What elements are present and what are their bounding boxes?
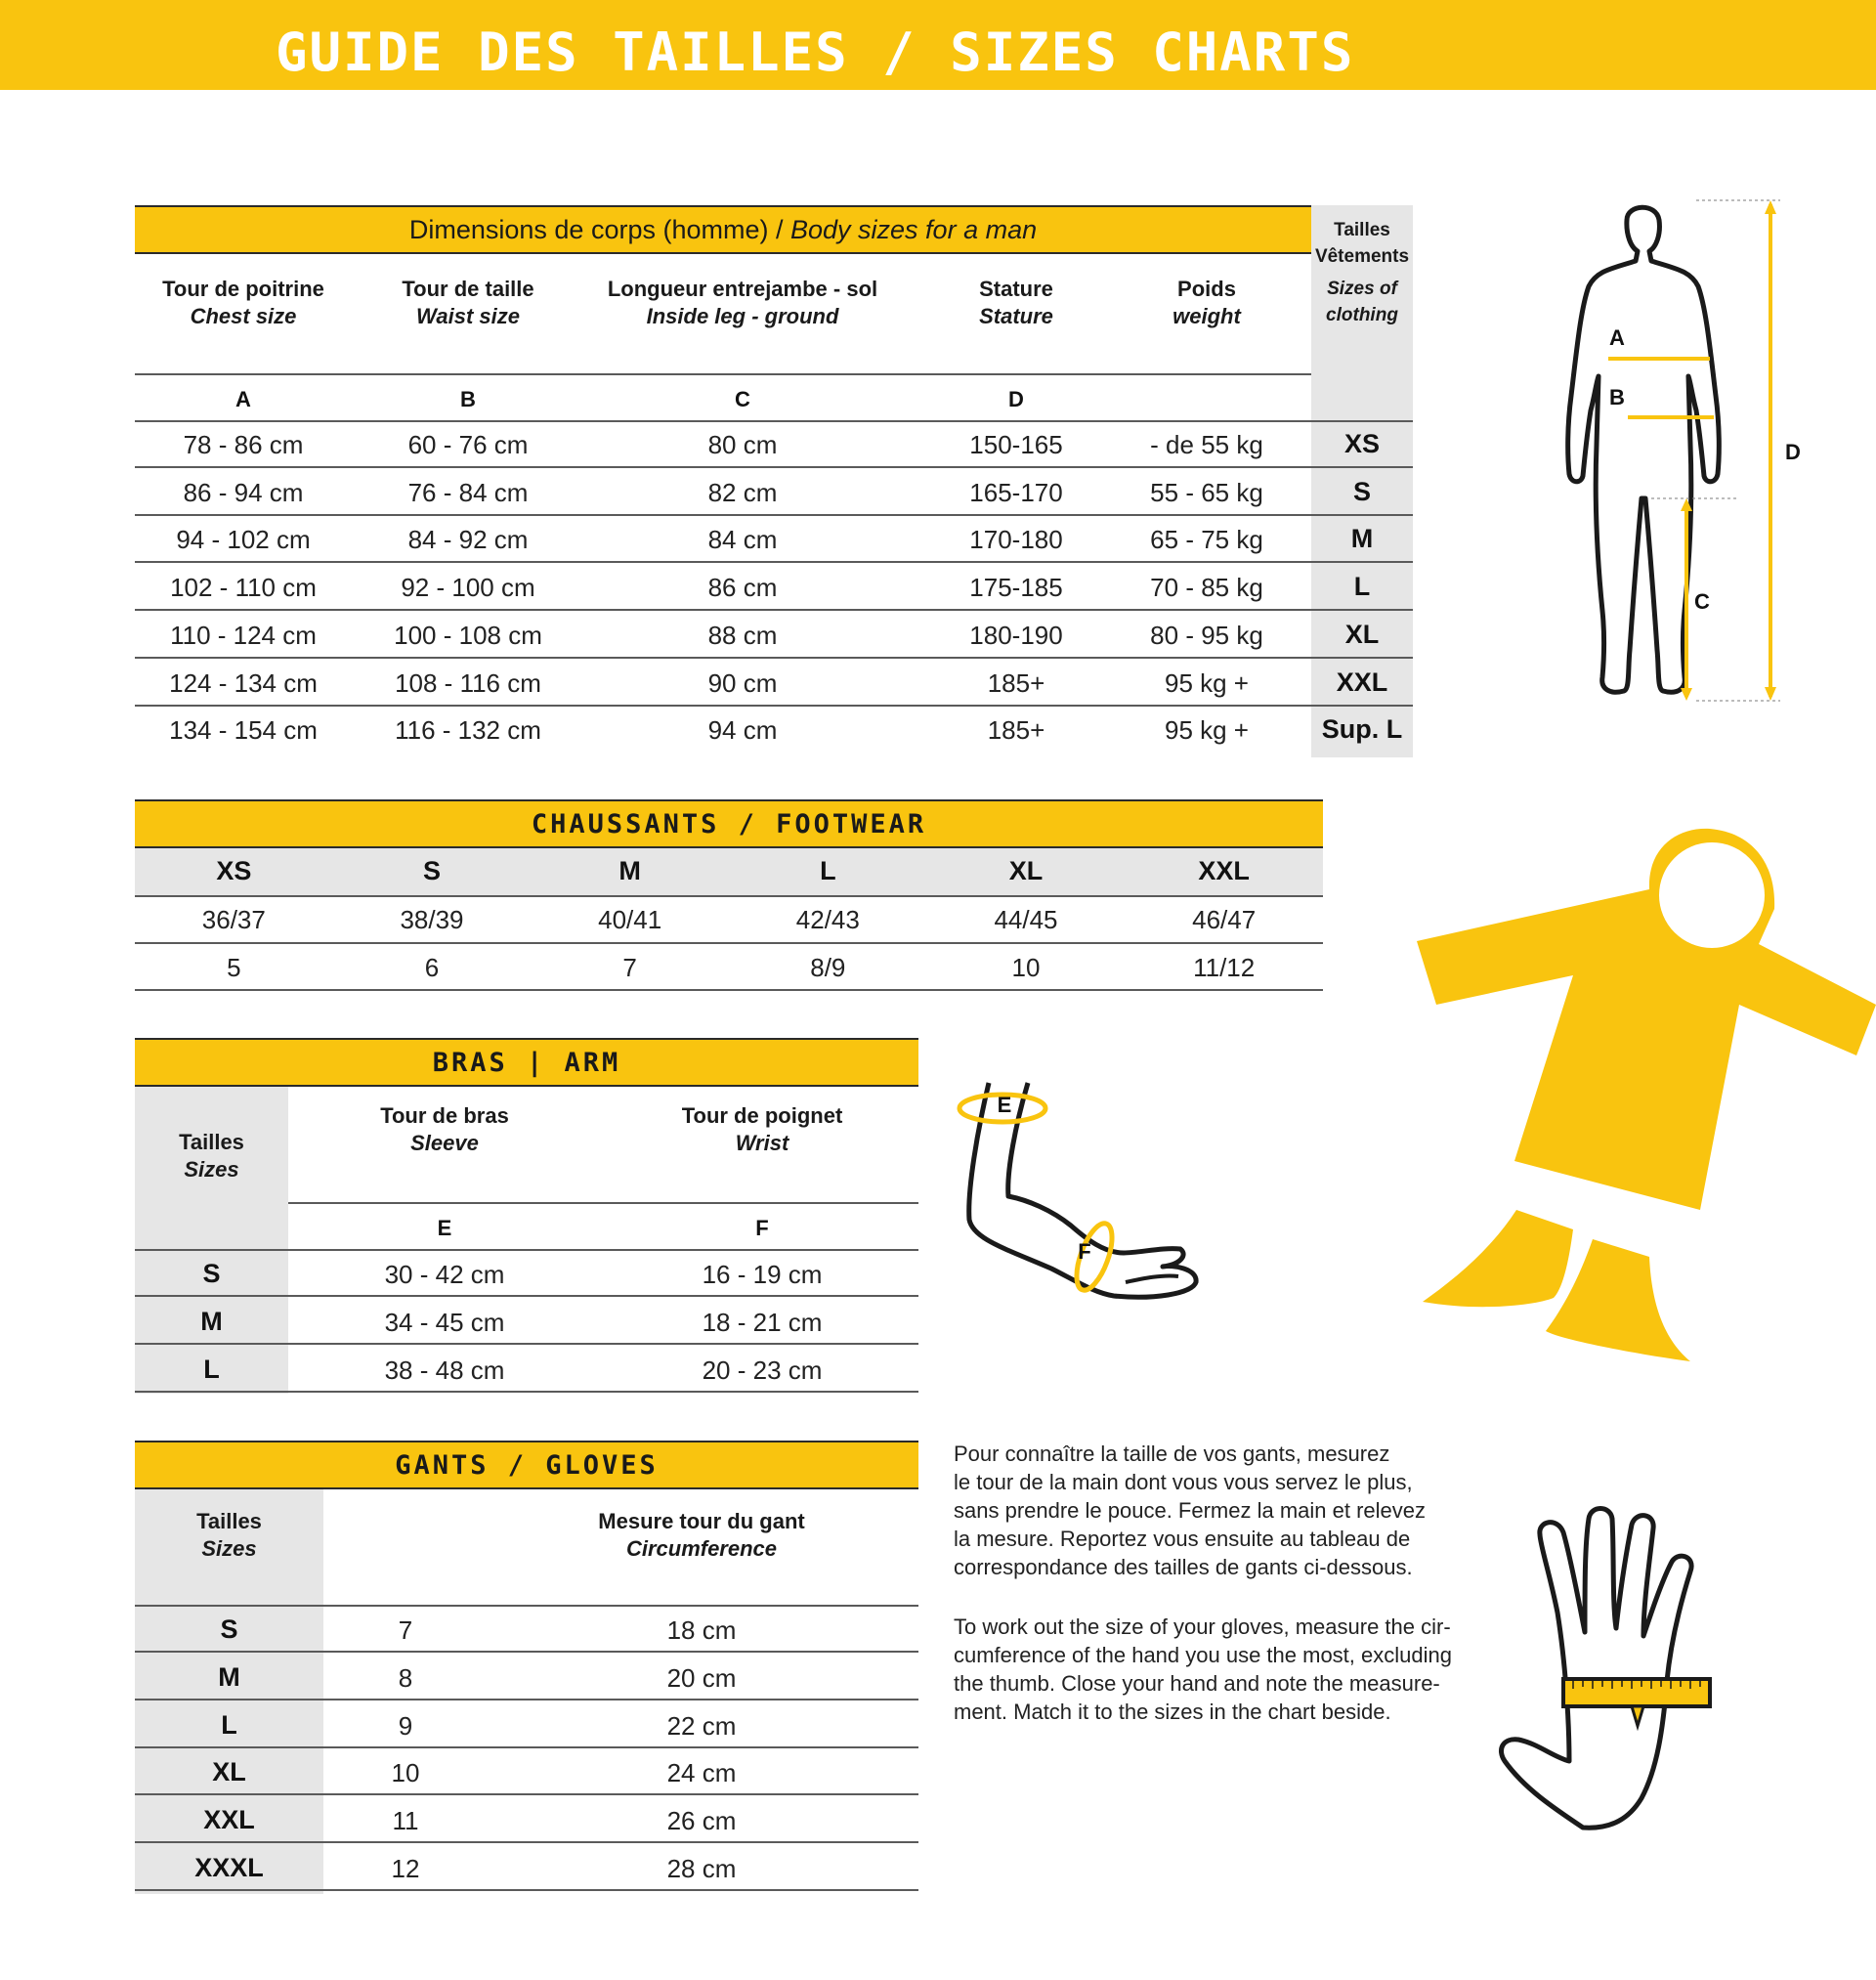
footwear-uk-size: 8/9 [810, 953, 846, 982]
size-header-fr1: Tailles [1334, 220, 1390, 240]
footwear-uk-size: 5 [227, 953, 241, 982]
figure-label-d: D [1785, 440, 1801, 464]
gloves-size-header-fr: Tailles [196, 1509, 262, 1533]
leg-letter: C [735, 387, 750, 411]
footwear-uk-size: 10 [1011, 953, 1041, 982]
body-cell-leg: 82 cm [707, 477, 778, 507]
body-cell-weight: 55 - 65 kg [1150, 477, 1263, 507]
glove-size-label: L [221, 1709, 237, 1740]
leg-header-fr: Longueur entrejambe - sol [607, 277, 878, 301]
body-sizes-title-bar [135, 205, 1311, 254]
clothing-size-label: Sup. L [1321, 714, 1403, 745]
instructions-fr-line: la mesure. Reportez vous ensuite au tableau de [954, 1527, 1411, 1551]
gloves-size-header [135, 1508, 323, 1563]
body-cell-waist: 108 - 116 cm [395, 667, 541, 698]
body-sizes-title [409, 215, 1037, 245]
arm-row-rule [135, 1343, 918, 1345]
chest-letter: A [235, 387, 251, 411]
arm-size-label: M [200, 1307, 223, 1336]
body-cell-chest: 86 - 94 cm [183, 477, 304, 507]
body-cell-weight: 95 kg + [1164, 715, 1249, 746]
body-cell-weight: 65 - 75 kg [1150, 525, 1263, 555]
weight-header [1114, 276, 1300, 330]
body-cell-waist: 76 - 84 cm [407, 477, 529, 507]
footwear-title-bar [135, 799, 1323, 848]
clothing-size-label: XL [1344, 619, 1380, 649]
arm-row-rule [135, 1391, 918, 1393]
body-row-rule [135, 514, 1413, 516]
wrist-header-fr: Tour de poignet [681, 1103, 843, 1128]
body-cell-waist: 92 - 100 cm [401, 573, 535, 603]
size-header-en2: clothing [1326, 305, 1398, 325]
weight-header-en: weight [1172, 304, 1241, 328]
clothing-size-label: XS [1343, 429, 1381, 458]
glove-size-number: 12 [391, 1854, 420, 1883]
body-cell-chest: 102 - 110 cm [170, 573, 317, 603]
body-cell-weight: 70 - 85 kg [1150, 573, 1263, 603]
body-row-rule [135, 561, 1413, 563]
body-sizes-title-en: Body sizes for a man [790, 214, 1038, 244]
body-cell-leg: 84 cm [707, 525, 778, 555]
body-row-rule [135, 609, 1413, 611]
circumference-header [547, 1508, 856, 1563]
footwear-rule [135, 895, 1323, 897]
body-cell-weight: 95 kg + [1164, 667, 1249, 698]
body-row-rule [135, 705, 1413, 707]
glove-row-rule [135, 1889, 918, 1891]
chest-header-en: Chest size [190, 304, 297, 328]
arm-row-rule [135, 1295, 918, 1297]
footwear-eu-size: 40/41 [598, 905, 662, 934]
body-cell-stature: 170-180 [969, 525, 1063, 555]
clothing-size-label: XXL [1336, 667, 1388, 697]
footwear-size-label: L [820, 856, 836, 885]
glove-row-rule [135, 1793, 918, 1795]
circumference-header-fr: Mesure tour du gant [598, 1509, 805, 1533]
footwear-size-label: XXL [1198, 856, 1250, 885]
footwear-size-label: M [618, 856, 641, 885]
footwear-rule [135, 942, 1323, 944]
body-cell-stature: 150-165 [969, 430, 1063, 459]
glove-row-rule [135, 1841, 918, 1843]
body-cell-chest: 134 - 154 cm [169, 715, 318, 746]
weight-header-fr: Poids [1177, 277, 1236, 301]
instructions-en-line: ment. Match it to the sizes in the chart beside. [954, 1700, 1391, 1724]
body-cell-weight: - de 55 kg [1150, 430, 1263, 459]
body-cell-leg: 88 cm [707, 620, 778, 650]
footwear-eu-size: 46/47 [1192, 905, 1257, 934]
arm-size-header [135, 1129, 288, 1184]
waist-size-header [362, 276, 575, 330]
waist-header-fr: Tour de taille [402, 277, 534, 301]
sleeve-letter: E [437, 1216, 452, 1240]
body-cell-waist: 116 - 132 cm [395, 715, 541, 746]
circumference-header-en: Circumference [625, 1536, 778, 1561]
glove-size-label: M [218, 1661, 240, 1692]
figure-label-b: B [1609, 385, 1625, 409]
glove-size-label: XXXL [194, 1853, 264, 1882]
size-header-fr2: Vêtements [1314, 246, 1410, 267]
chest-size-header [135, 276, 352, 330]
waist-letter: B [460, 387, 476, 411]
header-rule [135, 373, 1311, 375]
footwear-uk-size: 11/12 [1193, 953, 1256, 982]
footwear-size-label: XS [216, 856, 252, 885]
body-cell-waist: 100 - 108 cm [394, 620, 542, 650]
page-title: GUIDE DES TAILLES / SIZES CHARTS [276, 22, 1355, 83]
instructions-fr-line: sans prendre le pouce. Fermez la main et relevez [954, 1498, 1427, 1523]
body-cell-waist: 84 - 92 cm [407, 525, 529, 555]
footwear-size-label: XL [1008, 856, 1044, 885]
footwear-eu-size: 38/39 [400, 905, 464, 934]
figure-label-a: A [1609, 325, 1625, 350]
gloves-title-bar [135, 1441, 918, 1489]
stature-header [918, 276, 1114, 330]
sleeve-value: 38 - 48 cm [384, 1356, 505, 1385]
body-cell-stature: 175-185 [969, 573, 1063, 603]
arm-header-rule [288, 1202, 918, 1204]
sleeve-header-fr: Tour de bras [380, 1103, 509, 1128]
figure-label-f: F [1078, 1239, 1091, 1264]
body-cell-chest: 124 - 134 cm [169, 667, 318, 698]
arm-size-header-fr: Tailles [179, 1130, 244, 1154]
glove-instructions-fr [954, 1440, 1426, 1581]
instructions-fr-line: correspondance des tailles de gants ci-dessous. [954, 1555, 1413, 1579]
arm-size-label: L [203, 1355, 220, 1384]
arm-size-label: S [202, 1259, 221, 1288]
stature-header-en: Stature [979, 304, 1053, 328]
body-cell-weight: 80 - 95 kg [1150, 620, 1263, 650]
footwear-eu-size: 36/37 [201, 905, 266, 934]
wrist-letter: F [755, 1216, 769, 1240]
glove-circumference-value: 28 cm [666, 1854, 737, 1883]
gloves-size-header-en: Sizes [201, 1536, 257, 1561]
hand-measure-icon [1495, 1505, 1759, 1828]
glove-row-rule [135, 1651, 918, 1653]
footwear-eu-size: 44/45 [994, 905, 1058, 934]
body-cell-stature: 185+ [987, 667, 1045, 698]
glove-circumference-value: 24 cm [666, 1758, 737, 1788]
wrist-value: 20 - 23 cm [702, 1356, 823, 1385]
glove-circumference-value: 22 cm [666, 1710, 737, 1741]
clothing-size-label: M [1350, 524, 1374, 554]
wrist-value: 18 - 21 cm [702, 1308, 823, 1337]
sleeve-header-en: Sleeve [410, 1131, 479, 1155]
instructions-en-line: To work out the size of your gloves, measure the cir- [954, 1614, 1451, 1639]
body-cell-chest: 78 - 86 cm [183, 430, 304, 459]
body-cell-leg: 94 cm [707, 715, 778, 746]
footwear-uk-size: 7 [622, 953, 637, 982]
glove-circumference-value: 20 cm [666, 1662, 737, 1693]
footwear-uk-size: 6 [424, 953, 440, 982]
glove-size-label: XL [212, 1757, 246, 1787]
inside-leg-header [586, 276, 899, 330]
instructions-en-line: the thumb. Close your hand and note the measure- [954, 1671, 1440, 1696]
instructions-en-line: cumference of the hand you use the most, excluding [954, 1643, 1452, 1667]
top-banner [0, 0, 1876, 90]
arm-letter-rule [135, 1249, 918, 1251]
waist-header-en: Waist size [416, 304, 520, 328]
stature-letter: D [1008, 387, 1024, 411]
glove-size-number: 8 [398, 1662, 413, 1693]
glove-size-number: 11 [392, 1806, 419, 1836]
figure-label-e: E [997, 1093, 1012, 1117]
glove-row-rule [135, 1699, 918, 1700]
sleeve-header [327, 1102, 562, 1157]
letter-rule [135, 420, 1413, 422]
body-cell-leg: 80 cm [707, 430, 778, 459]
clothing-size-label: S [1352, 476, 1371, 506]
clothing-size-label: L [1353, 572, 1371, 602]
size-header-en1: Sizes of [1327, 279, 1397, 299]
glove-row-rule [135, 1746, 918, 1748]
footwear-rule [135, 989, 1323, 991]
body-cell-chest: 94 - 102 cm [176, 525, 311, 555]
body-cell-stature: 165-170 [969, 477, 1063, 507]
clothing-size-header [1311, 217, 1413, 328]
body-sizes-title-fr: Dimensions de corps (homme) / [408, 214, 790, 244]
gloves-title: GANTS / GLOVES [395, 1449, 659, 1481]
instructions-fr-line: le tour de la main dont vous vous servez le plus, [954, 1470, 1413, 1494]
chest-header-fr: Tour de poitrine [162, 277, 324, 301]
figure-label-c: C [1694, 589, 1710, 614]
glove-instructions-en [954, 1613, 1452, 1726]
footwear-title: CHAUSSANTS / FOOTWEAR [531, 808, 927, 839]
glove-size-number: 7 [398, 1615, 413, 1645]
rain-jacket-boots-icon [1417, 829, 1876, 1405]
glove-size-number: 10 [391, 1758, 420, 1788]
glove-size-label: XXL [203, 1805, 255, 1835]
glove-circumference-value: 26 cm [666, 1806, 737, 1836]
glove-circumference-value: 18 cm [666, 1615, 737, 1645]
body-cell-stature: 185+ [987, 715, 1045, 746]
body-cell-chest: 110 - 124 cm [170, 620, 317, 650]
body-cell-leg: 86 cm [707, 573, 778, 603]
body-cell-leg: 90 cm [707, 667, 778, 698]
footwear-eu-size: 42/43 [795, 905, 860, 934]
glove-size-number: 9 [398, 1710, 413, 1741]
instructions-fr-line: Pour connaître la taille de vos gants, mesurez [954, 1442, 1390, 1466]
body-cell-stature: 180-190 [969, 620, 1063, 650]
body-row-rule [135, 657, 1413, 659]
body-row-rule [135, 466, 1413, 468]
leg-header-en: Inside leg - ground [646, 304, 839, 328]
footwear-size-label: S [422, 856, 441, 885]
wrist-header [640, 1102, 884, 1157]
glove-size-label: S [220, 1614, 238, 1644]
wrist-value: 16 - 19 cm [702, 1260, 823, 1289]
sleeve-value: 34 - 45 cm [384, 1308, 505, 1337]
wrist-header-en: Wrist [735, 1131, 789, 1155]
gloves-header-rule [135, 1605, 918, 1607]
sleeve-value: 30 - 42 cm [384, 1260, 505, 1289]
arm-size-header-en: Sizes [184, 1157, 239, 1182]
body-cell-waist: 60 - 76 cm [407, 430, 529, 459]
arm-title-bar [135, 1038, 918, 1087]
arm-title: BRAS | ARM [432, 1047, 621, 1078]
stature-header-fr: Stature [979, 277, 1053, 301]
